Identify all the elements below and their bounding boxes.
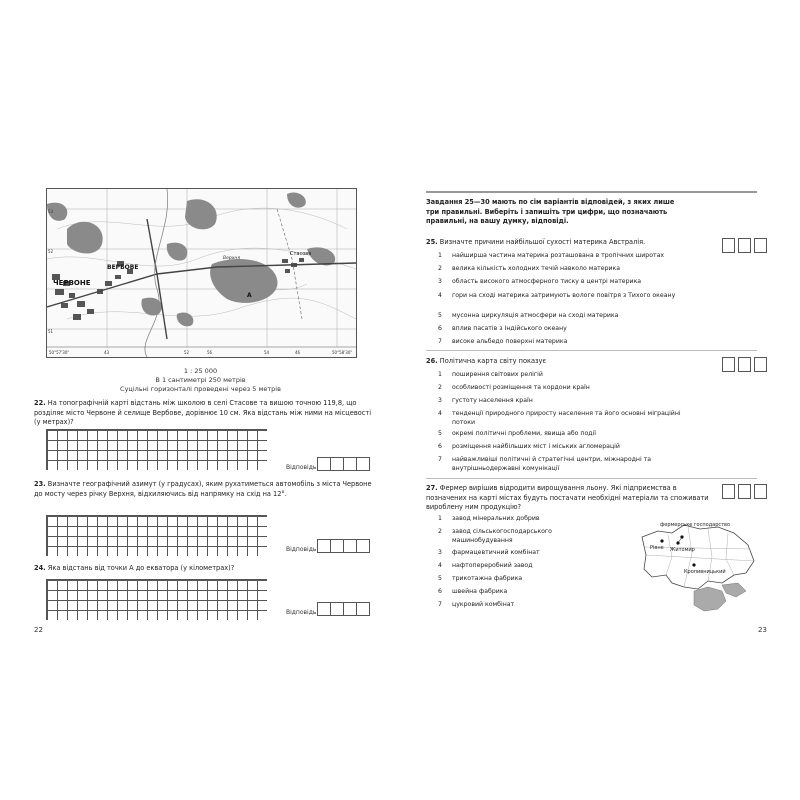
answer-label: Відповідь:	[286, 464, 319, 471]
option-text: цукровий комбінат	[452, 601, 515, 608]
answer-label: Відповідь:	[286, 609, 319, 616]
calculation-grid[interactable]	[46, 515, 267, 556]
question-text: Визначте причини найбільшої сухості материка Австралія.	[439, 238, 646, 246]
option-number: 3	[438, 278, 442, 285]
question-text: На топографічній карті відстань між школою в селі Стасове та вишою точною 119,8, що розділяє місто Червоне й селище Вербове, дорівнює 10 см. Яка відстань між ними на місцевості (у метрах)?	[34, 399, 372, 427]
map-label-stasove: Стасове	[290, 251, 312, 257]
map-bottom-coord: 46	[295, 350, 301, 355]
map-label-verkhnya: Верхня	[223, 256, 241, 261]
ukraine-map	[638, 517, 756, 617]
question-number: 27.	[426, 484, 438, 492]
option-text: велика кількість холодних течій навколо материка	[452, 265, 621, 272]
option-text: найширша частина материка розташована в тропічних широтах	[452, 252, 665, 259]
option-text: особливості розміщення та кордони країн	[452, 384, 590, 391]
map-bottom-coord: 54	[264, 350, 270, 355]
map-scale-ratio: 1 : 25 000	[183, 367, 218, 375]
answer-box-26[interactable]	[722, 357, 770, 372]
calculation-grid[interactable]	[46, 429, 267, 470]
option-text: окремі політичні проблеми, явища або події	[452, 430, 596, 437]
page-number-left: 22	[34, 626, 43, 634]
option-text: нафтопереробний завод	[452, 562, 533, 569]
option-number: 6	[438, 588, 442, 595]
map-label-chervone: ЧЕРВОНЕ	[53, 279, 91, 287]
map-left-coord: 52	[48, 249, 54, 254]
answer-label: Відповідь:	[286, 546, 319, 553]
option-text: фармацевтичний комбінат	[452, 549, 540, 556]
question-text: Яка відстань від точки А до екватора (у кілометрах)?	[47, 564, 235, 572]
option-number: 5	[438, 575, 442, 582]
question-text: Фермер вирішив відродити вирощування льону. Які підприємства в позначених на карті містах будуть постачати необхідні матеріали та споживати вироблену ним продукцію?	[426, 484, 709, 512]
option-number: 1	[438, 252, 442, 259]
option-number: 7	[438, 338, 442, 345]
option-text: завод мінеральних добрив	[452, 515, 540, 522]
option-number: 1	[438, 371, 442, 378]
option-number: 3	[438, 397, 442, 404]
option-number: 6	[438, 443, 442, 450]
map-left-coord: 51	[48, 329, 54, 334]
map-bottom-coord: 56	[207, 350, 213, 355]
option-number: 7	[438, 456, 442, 463]
option-number: 2	[438, 384, 442, 391]
map-scale-line2: Суцільні горизонталі проведені через 5 метрів	[120, 385, 281, 393]
option-text: область високого атмосферного тиску в центрі материка	[452, 278, 642, 285]
option-text: густоту населення країн	[452, 397, 533, 404]
option-text: високе альбедо поверхні материка	[452, 338, 568, 345]
map-label-verbove: ВЕРБОВЕ	[107, 264, 139, 271]
option-number: 5	[438, 312, 442, 319]
map-bottom-coord: 50°57'30"	[49, 350, 70, 355]
question-divider	[426, 478, 757, 479]
question-number: 23.	[34, 480, 46, 488]
option-text: трикотажна фабрика	[452, 575, 523, 582]
map-bottom-coord: 50°58'30"	[332, 350, 353, 355]
answer-box-25[interactable]	[722, 238, 770, 253]
question-text: Політична карта світу показує	[439, 357, 547, 365]
topographic-map-drawing	[47, 189, 356, 357]
map-label-zhytomyr: Житомир	[670, 547, 695, 553]
option-number: 7	[438, 601, 442, 608]
answer-box-27[interactable]	[722, 484, 770, 499]
question-divider	[426, 350, 757, 351]
answer-box-22[interactable]	[318, 457, 370, 471]
map-scale-line1: В 1 сантиметрі 250 метрів	[155, 376, 246, 384]
map-label-rivne: Рівне	[650, 545, 664, 551]
question-26	[426, 357, 716, 367]
question-22	[34, 399, 374, 428]
map-label-point-a: А	[247, 292, 252, 299]
question-number: 24.	[34, 564, 46, 572]
option-text: розміщення найбільших міст і міських агломерацій	[452, 443, 620, 450]
question-number: 25.	[426, 238, 438, 246]
question-text: Визначте географічний азимут (у градусах), яким рухатиметься автомобіль з міста Червоне до мосту через річку Верхня, відхиляючись від напрямку на схід на 12°.	[34, 480, 372, 498]
topographic-map	[46, 188, 357, 358]
page-number-right: 23	[758, 626, 767, 634]
map-bottom-coord: 52	[184, 350, 190, 355]
option-number: 1	[438, 515, 442, 522]
question-25	[426, 238, 716, 248]
option-number: 3	[438, 549, 442, 556]
option-text: швейна фабрика	[452, 588, 508, 595]
question-number: 22.	[34, 399, 46, 407]
option-text: гори на сході материка затримують вологе повітря з Тихого океану	[452, 292, 676, 299]
question-number: 26.	[426, 357, 438, 365]
option-text: завод сільськогосподарського машинобудування	[452, 528, 552, 544]
question-23	[34, 480, 374, 499]
option-number: 4	[438, 292, 442, 299]
answer-box-24[interactable]	[318, 602, 370, 616]
option-number: 2	[438, 265, 442, 272]
answer-box-23[interactable]	[318, 539, 370, 553]
option-text: вплив пасатів з Індійського океану	[452, 325, 567, 332]
map-left-coord: 53	[48, 209, 54, 214]
header-divider	[426, 191, 757, 193]
map-label-farm: фермерське господарство	[660, 522, 731, 528]
option-number: 4	[438, 562, 442, 569]
instructions: Завдання 25—30 мають по сім варіантів відповідей, з яких лише три правильні. Виберіть і запишіть три цифри, що позначають правильні, на вашу думку, відповіді.	[426, 198, 675, 226]
map-bottom-coord: 43	[104, 350, 110, 355]
option-number: 4	[438, 410, 442, 417]
map-label-kropyvnytskyi: Кропивницький	[684, 569, 726, 575]
question-27	[426, 484, 716, 513]
option-text: тенденції природного приросту населення та його основні міграційні потоки	[452, 410, 681, 426]
option-number: 6	[438, 325, 442, 332]
calculation-grid[interactable]	[46, 579, 267, 620]
option-text: поширення світових релігій	[452, 371, 543, 378]
question-24	[34, 564, 374, 574]
option-number: 5	[438, 430, 442, 437]
option-text: найважливіші політичні й стратегічні центри, міжнародні та внутрішньодержавні комунікації	[452, 456, 652, 472]
option-text: мусонна циркуляція атмосфери на сході материка	[452, 312, 619, 319]
option-number: 2	[438, 528, 442, 535]
